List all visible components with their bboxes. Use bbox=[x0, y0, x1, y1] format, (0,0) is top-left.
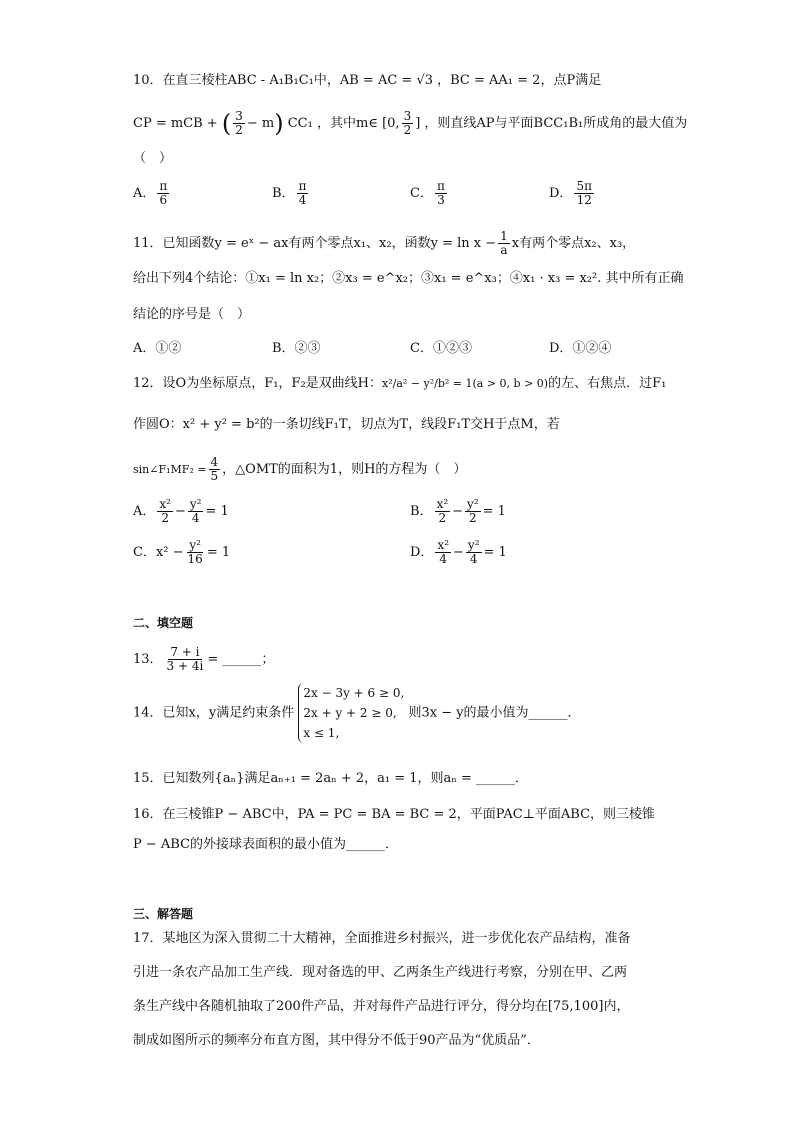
q11-line3: 结论的序号是（ ） bbox=[133, 307, 251, 322]
q10-line1: 10．在直三棱柱ABC - A₁B₁C₁中，AB = AC = √3 ，BC = AA₁ = 2，点P满足 bbox=[133, 73, 602, 88]
q11-option-b[interactable]: B．②③ bbox=[272, 341, 321, 356]
q10-option-b[interactable]: B． $\frac{\pi}{4}$ bbox=[272, 179, 307, 207]
q12-option-b[interactable]: B． $\frac{\text{x²}}{2}$ − $\frac{\text{y²}}{2}$ = 1 bbox=[410, 497, 506, 525]
q10-option-d[interactable]: D． $\frac{5\pi}{12}$ bbox=[549, 179, 592, 207]
q11-line2: 给出下列4个结论：①x₁ = ln x₂；②x₃ = e^x₂；③x₁ = e^x₃；④x₁ · x₃ = x₂². 其中所有正确 bbox=[133, 271, 684, 286]
q12-option-a[interactable]: A． $\frac{\text{x²}}{2}$ − $\frac{\text{y²}}{4}$ = 1 bbox=[133, 497, 229, 525]
q10-range: [0, $\frac{3}{2}$ ] bbox=[382, 109, 421, 137]
section-answer-title: 三、解答题 bbox=[133, 907, 194, 921]
q15: 15．已知数列{aₙ}满足aₙ₊₁ = 2aₙ + 2，a₁ = 1，则aₙ = ______． bbox=[133, 771, 529, 786]
q10-option-a[interactable]: A． $\frac{\pi}{6}$ bbox=[133, 179, 168, 207]
q11-option-c[interactable]: C．①②③ bbox=[410, 341, 472, 356]
q16-line2: P − ABC的外接球表面积的最小值为______． bbox=[133, 837, 399, 852]
q11-line1: 11．已知函数y = eˣ − ax有两个零点x₁、x₂，函数y = ln x − $\frac{1}{a}$ x有两个零点x₂、x₃， bbox=[133, 229, 636, 257]
section-fill-in-title: 二、填空题 bbox=[133, 616, 194, 630]
q12-line3: sin∠F₁MF₂ = $\frac{4}{5}$ ，△OMT的面积为1，则H的方程为（ ） bbox=[133, 455, 467, 483]
q12-option-d[interactable]: D． $\frac{\text{x²}}{4}$ − $\frac{\text{y²}}{4}$ = 1 bbox=[410, 538, 507, 566]
q10-line3: （ ） bbox=[133, 151, 173, 166]
q13: 13． $\frac{7 + i}{3 + 4i}$ = ______； bbox=[133, 645, 275, 673]
q12-option-c[interactable]: C．x² − $\frac{\text{y²}}{16}$ = 1 bbox=[133, 538, 231, 566]
q17-line4: 制成如图所示的频率分布直方图，其中得分不低于90产品为“优质品”． bbox=[133, 1033, 540, 1048]
q11-option-a[interactable]: A．①② bbox=[133, 341, 182, 356]
q12-line1: 12．设O为坐标原点，F₁，F₂是双曲线H：x²/a² − y²/b² = 1(a > 0, b > 0)的左、右焦点．过F₁ bbox=[133, 376, 667, 391]
q14-constraint-system: 2x − 3y + 6 ≥ 0, 2x + y + 2 ≥ 0, x ≤ 1, bbox=[298, 683, 404, 743]
q11-option-d[interactable]: D．①②④ bbox=[549, 341, 612, 356]
q10-line2: CP = mCB + ( $\frac{3}{2}$ − m) CC₁ ，其中m∈ [0, $\frac{3}{2}$ ] ，则直线AP与平面BCC₁B₁所成角的最大值为 bbox=[133, 109, 688, 138]
q10-vector-cc1: CC₁ bbox=[287, 116, 313, 131]
q17-line2: 引进一条农产品加工生产线．现对备选的甲、乙两条生产线进行考察，分别在甲、乙两 bbox=[133, 965, 628, 980]
q10-vector-expr: CP = mCB + bbox=[133, 116, 218, 131]
q17-line3: 条生产线中各随机抽取了200件产品，并对每件产品进行评分，得分均在[75,100]内， bbox=[133, 999, 630, 1014]
q10-option-c[interactable]: C． $\frac{\pi}{3}$ bbox=[410, 179, 445, 207]
q12-hyperbola-equation: x²/a² − y²/b² = 1(a > 0, b > 0) bbox=[382, 377, 549, 390]
q14: 14．已知x，y满足约束条件 2x − 3y + 6 ≥ 0, 2x + y + 2 ≥ 0, x ≤ 1, 则3x − y的最小值为______． bbox=[133, 683, 581, 743]
q12-line2: 作圆O：x² + y² = b²的一条切线F₁T，切点为T，线段F₁T交H于点M，若 bbox=[133, 417, 560, 432]
q10-frac: $\frac{3}{2}$ bbox=[235, 109, 243, 137]
q17-line1: 17．某地区为深入贯彻二十大精神，全面推进乡村振兴，进一步优化农产品结构，准备 bbox=[133, 931, 631, 946]
q16-line1: 16．在三棱锥P − ABC中，PA = PC = BA = BC = 2，平面PAC⊥平面ABC，则三棱锥 bbox=[133, 807, 656, 822]
